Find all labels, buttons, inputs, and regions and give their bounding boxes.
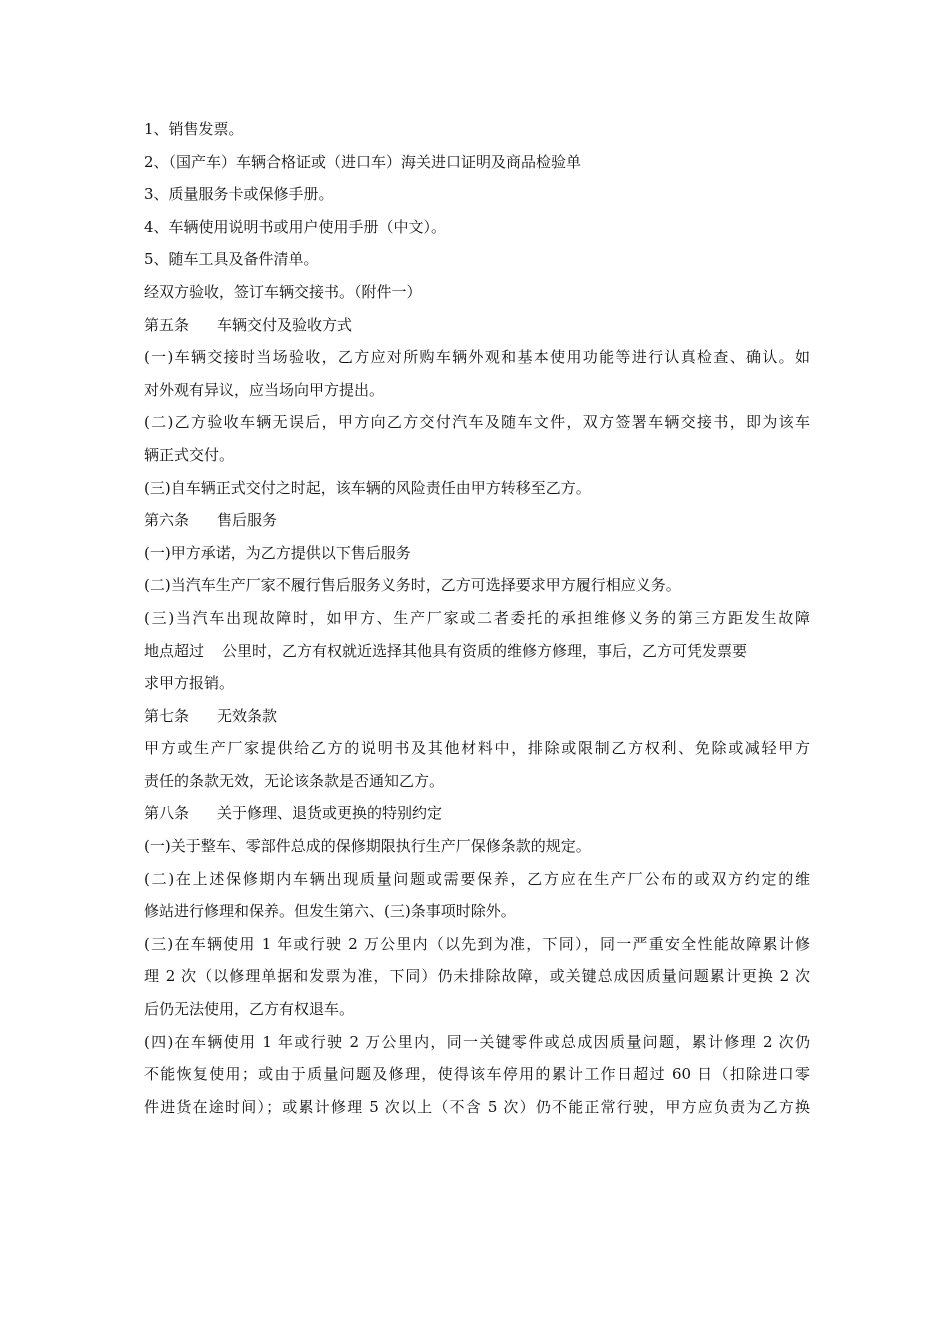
article-8-item-3-line-2: 理 2 次（以修理单据和发票为准，下同）仍未排除故障，或关键总成因质量问题累计更换 2 次 bbox=[144, 967, 810, 986]
document-body bbox=[144, 113, 810, 1123]
acceptance-note: 经双方验收，签订车辆交接书。（附件一） bbox=[144, 282, 422, 301]
article-8-item-4-line-1: (四)在车辆使用 1 年或行驶 2 万公里内，同一关键零件或总成因质量问题，累计修理 2 次仍 bbox=[144, 1032, 810, 1051]
article-5-item-1-line-2: 对外观有异议，应当场向甲方提出。 bbox=[144, 380, 385, 399]
article-6-item-2: (二)当汽车生产厂家不履行售后服务义务时，乙方可选择要求甲方履行相应义务。 bbox=[144, 576, 681, 595]
list-item-service-card: 3、质量服务卡或保修手册。 bbox=[144, 185, 334, 204]
article-6-heading bbox=[144, 504, 810, 537]
article-6-item-3-line-2 bbox=[144, 635, 810, 668]
article-5-heading bbox=[144, 309, 810, 342]
article-number: 第七条 bbox=[144, 706, 190, 725]
list-item-tools: 5、随车工具及备件清单。 bbox=[144, 250, 319, 269]
article-number: 第八条 bbox=[144, 804, 190, 823]
article-5-item-1-line-1: (一)车辆交接时当场验收，乙方应对所购车辆外观和基本使用功能等进行认真检查、确认。如 bbox=[144, 348, 810, 367]
article-7-text-line-1: 甲方或生产厂家提供给乙方的说明书及其他材料中，排除或限制乙方权利、免除或减轻甲方 bbox=[144, 739, 810, 758]
article-6-item-3-line-1: (三)当汽车出现故障时，如甲方、生产厂家或二者委托的承担维修义务的第三方距发生故障 bbox=[144, 608, 810, 627]
article-8-item-3-line-1: (三)在车辆使用 1 年或行驶 2 万公里内（以先到为准，下同），同一严重安全性能故障累计修 bbox=[144, 934, 810, 953]
article-title: 无效条款 bbox=[217, 706, 278, 725]
article-title: 关于修理、退货或更换的特别约定 bbox=[217, 804, 443, 823]
list-item-manual: 4、车辆使用说明书或用户使用手册（中文）。 bbox=[144, 217, 447, 236]
article-8-item-2-line-2: 修站进行修理和保养。但发生第六、(三)条事项时除外。 bbox=[144, 902, 516, 921]
article-8-item-1: (一)关于整车、零部件总成的保修期限执行生产厂保修条款的规定。 bbox=[144, 837, 591, 856]
list-item-invoice: 1、销售发票。 bbox=[144, 120, 244, 138]
article-8-item-4-line-3: 件进货在途时间）；或累计修理 5 次以上（不含 5 次）仍不能正常行驶，甲方应负责为乙方换 bbox=[144, 1097, 810, 1116]
article-7-text-line-2: 责任的条款无效，无论该条款是否通知乙方。 bbox=[144, 771, 445, 790]
list-item-certificate: 2、（国产车）车辆合格证或（进口车）海关进口证明及商品检验单 bbox=[144, 152, 582, 171]
article-8-heading bbox=[144, 797, 810, 830]
distance-prefix: 地点超过 bbox=[144, 641, 205, 660]
article-5-item-2-line-1: (二)乙方验收车辆无误后，甲方向乙方交付汽车及随车文件，双方签署车辆交接书，即为该车 bbox=[144, 413, 810, 432]
article-title: 车辆交付及验收方式 bbox=[217, 315, 353, 334]
article-number: 第五条 bbox=[144, 315, 190, 334]
distance-suffix: 公里时，乙方有权就近选择其他具有资质的维修方修理，事后，乙方可凭发票要 bbox=[222, 641, 748, 660]
article-8-item-2-line-1: (二)在上述保修期内车辆出现质量问题或需要保养，乙方应在生产厂公布的或双方约定的维 bbox=[144, 869, 810, 888]
article-8-item-4-line-2: 不能恢复使用；或由于质量问题及修理，使得该车停用的累计工作日超过 60 日（扣除进口零 bbox=[144, 1065, 810, 1084]
article-7-heading bbox=[144, 700, 810, 733]
article-number: 第六条 bbox=[144, 511, 190, 530]
article-6-item-3-line-3: 求甲方报销。 bbox=[144, 674, 235, 693]
article-5-item-2-line-2: 辆正式交付。 bbox=[144, 445, 235, 464]
article-5-item-3: (三)自车辆正式交付之时起，该车辆的风险责任由甲方转移至乙方。 bbox=[144, 478, 591, 497]
article-6-item-1: (一)甲方承诺，为乙方提供以下售后服务 bbox=[144, 543, 411, 562]
article-8-item-3-line-3: 后仍无法使用，乙方有权退车。 bbox=[144, 1000, 355, 1019]
article-title: 售后服务 bbox=[217, 511, 278, 530]
